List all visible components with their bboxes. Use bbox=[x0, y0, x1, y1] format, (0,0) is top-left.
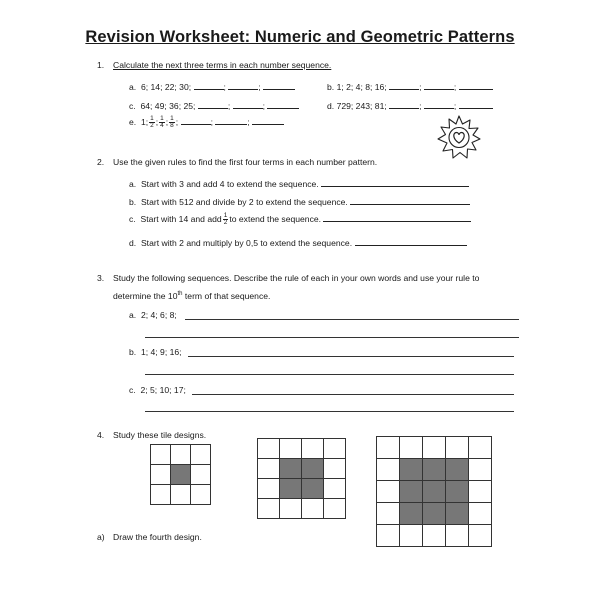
tile bbox=[400, 525, 423, 547]
answer-line[interactable] bbox=[145, 374, 514, 375]
tile-filled bbox=[280, 479, 302, 499]
q3-c-sequence: 2; 5; 10; 17; bbox=[140, 385, 186, 395]
answer-blank[interactable] bbox=[323, 212, 471, 222]
q2-a-rule: Start with 3 and add 4 to extend the sequence. bbox=[140, 179, 319, 189]
tile-filled bbox=[400, 459, 423, 481]
tile bbox=[151, 445, 171, 465]
q2-b: b. Start with 512 and divide by 2 to extend the sequence. bbox=[129, 195, 470, 207]
tile bbox=[423, 525, 446, 547]
tile bbox=[171, 485, 191, 505]
tile bbox=[469, 503, 492, 525]
fraction: $\frac{1}{4}$ bbox=[160, 115, 164, 130]
answer-blank[interactable] bbox=[424, 99, 454, 109]
answer-blank[interactable] bbox=[267, 99, 299, 109]
tile-filled bbox=[423, 503, 446, 525]
answer-line[interactable] bbox=[188, 356, 514, 357]
answer-line[interactable] bbox=[192, 394, 514, 395]
answer-blank[interactable] bbox=[263, 80, 295, 90]
tile bbox=[151, 465, 171, 485]
q1-e-label: e. bbox=[129, 117, 137, 127]
q1-number: 1. bbox=[97, 60, 105, 70]
tile bbox=[377, 503, 400, 525]
tile bbox=[324, 479, 346, 499]
q2-b-rule: Start with 512 and divide by 2 to extend the sequence. bbox=[140, 197, 348, 207]
tile bbox=[280, 499, 302, 519]
tile bbox=[191, 485, 211, 505]
q3-number: 3. bbox=[97, 273, 105, 283]
q4-a-label: a) bbox=[97, 532, 105, 542]
answer-blank[interactable] bbox=[228, 80, 258, 90]
tile-design-1 bbox=[150, 444, 211, 505]
tile bbox=[258, 439, 280, 459]
q1-a: a. 6; 14; 22; 30; ; ; bbox=[129, 80, 295, 92]
tile-filled bbox=[171, 465, 191, 485]
q1-d: d. 729; 243; 81; ; ; bbox=[327, 99, 493, 111]
q1-a-sequence: 6; 14; 22; 30; bbox=[140, 82, 192, 92]
tile bbox=[258, 499, 280, 519]
tile bbox=[446, 525, 469, 547]
tile-filled bbox=[302, 479, 324, 499]
q1-a-label: a. bbox=[129, 82, 137, 92]
tile bbox=[280, 439, 302, 459]
worksheet-title: Revision Worksheet: Numeric and Geometric Patterns bbox=[85, 28, 515, 46]
tile bbox=[258, 459, 280, 479]
tile bbox=[191, 445, 211, 465]
answer-blank[interactable] bbox=[252, 115, 284, 125]
tile bbox=[302, 499, 324, 519]
answer-blank[interactable] bbox=[215, 115, 247, 125]
tile-filled bbox=[400, 503, 423, 525]
q1-b-label: b. bbox=[327, 82, 335, 92]
tile bbox=[377, 481, 400, 503]
tile bbox=[377, 459, 400, 481]
answer-blank[interactable] bbox=[321, 177, 469, 187]
fraction: $\frac{1}{2}$ bbox=[223, 212, 228, 227]
tile-filled bbox=[423, 459, 446, 481]
tile bbox=[324, 439, 346, 459]
q3-b: b. 1; 4; 9; 16; bbox=[129, 347, 182, 357]
tile bbox=[324, 459, 346, 479]
tile-filled bbox=[446, 481, 469, 503]
q3-prompt-line2: determine the 10th term of that sequence. bbox=[113, 291, 271, 301]
q1-e: e. 1; $\frac{1}{2}$ ; $\frac{1}{4}$ ; $\frac{1}{8}$ ; ; ; bbox=[129, 115, 284, 129]
tile bbox=[423, 437, 446, 459]
q2-number: 2. bbox=[97, 157, 105, 167]
q1-c-sequence: 64; 49; 36; 25; bbox=[140, 101, 196, 111]
tile bbox=[377, 437, 400, 459]
tile-filled bbox=[302, 459, 324, 479]
q4-a-text: Draw the fourth design. bbox=[113, 532, 202, 542]
fraction: $\frac{1}{2}$ bbox=[150, 115, 154, 130]
answer-blank[interactable] bbox=[389, 80, 419, 90]
q2-c: c. Start with 14 and add $\frac{1}{2}$ to extend the sequence. bbox=[129, 212, 471, 226]
q2-a: a. Start with 3 and add 4 to extend the sequence. bbox=[129, 177, 469, 189]
q1-d-sequence: 729; 243; 81; bbox=[336, 101, 387, 111]
answer-blank[interactable] bbox=[389, 99, 419, 109]
tile bbox=[469, 437, 492, 459]
q1-c-label: c. bbox=[129, 101, 136, 111]
tile bbox=[171, 445, 191, 465]
tile-design-3 bbox=[376, 436, 492, 547]
tile bbox=[469, 525, 492, 547]
tile bbox=[469, 481, 492, 503]
answer-blank[interactable] bbox=[233, 99, 263, 109]
answer-blank[interactable] bbox=[459, 99, 493, 109]
tile-design-2 bbox=[257, 438, 346, 519]
q4-prompt: Study these tile designs. bbox=[113, 430, 207, 440]
answer-line[interactable] bbox=[145, 411, 514, 412]
tile-filled bbox=[423, 481, 446, 503]
answer-blank[interactable] bbox=[194, 80, 224, 90]
q1-c: c. 64; 49; 36; 25; ; ; bbox=[129, 99, 299, 111]
tile bbox=[400, 437, 423, 459]
sun-heart-icon bbox=[437, 115, 481, 159]
answer-blank[interactable] bbox=[424, 80, 454, 90]
answer-line[interactable] bbox=[185, 319, 519, 320]
q4-number: 4. bbox=[97, 430, 105, 440]
tile-filled bbox=[446, 503, 469, 525]
q2-d-rule: Start with 2 and multiply by 0,5 to extend the sequence. bbox=[140, 238, 353, 248]
q2-prompt: Use the given rules to find the first four terms in each number pattern. bbox=[113, 157, 378, 167]
answer-blank[interactable] bbox=[350, 195, 470, 205]
q3-b-sequence: 1; 4; 9; 16; bbox=[140, 347, 182, 357]
tile bbox=[191, 465, 211, 485]
q1-b-sequence: 1; 2; 4; 8; 16; bbox=[336, 82, 387, 92]
tile bbox=[324, 499, 346, 519]
q1-d-label: d. bbox=[327, 101, 335, 111]
q1-prompt: Calculate the next three terms in each number sequence. bbox=[113, 60, 332, 70]
q3-a-sequence: 2; 4; 6; 8; bbox=[140, 310, 177, 320]
tile-filled bbox=[446, 459, 469, 481]
answer-blank[interactable] bbox=[355, 236, 467, 246]
answer-blank[interactable] bbox=[459, 80, 493, 90]
q3-c: c. 2; 5; 10; 17; bbox=[129, 385, 186, 395]
q3-prompt: Study the following sequences. Describe the rule of each in your own words and use your rule to bbox=[113, 273, 480, 283]
q1-b: b. 1; 2; 4; 8; 16; ; ; bbox=[327, 80, 493, 92]
q2-d: d. Start with 2 and multiply by 0,5 to extend the sequence. bbox=[129, 236, 467, 248]
q3-a: a. 2; 4; 6; 8; bbox=[129, 310, 177, 320]
answer-blank[interactable] bbox=[198, 99, 228, 109]
answer-blank[interactable] bbox=[181, 115, 211, 125]
tile bbox=[377, 525, 400, 547]
tile-filled bbox=[400, 481, 423, 503]
tile bbox=[302, 439, 324, 459]
tile bbox=[151, 485, 171, 505]
tile-filled bbox=[280, 459, 302, 479]
fraction: $\frac{1}{8}$ bbox=[170, 115, 174, 130]
tile bbox=[446, 437, 469, 459]
answer-line[interactable] bbox=[145, 337, 519, 338]
tile bbox=[469, 459, 492, 481]
tile bbox=[258, 479, 280, 499]
